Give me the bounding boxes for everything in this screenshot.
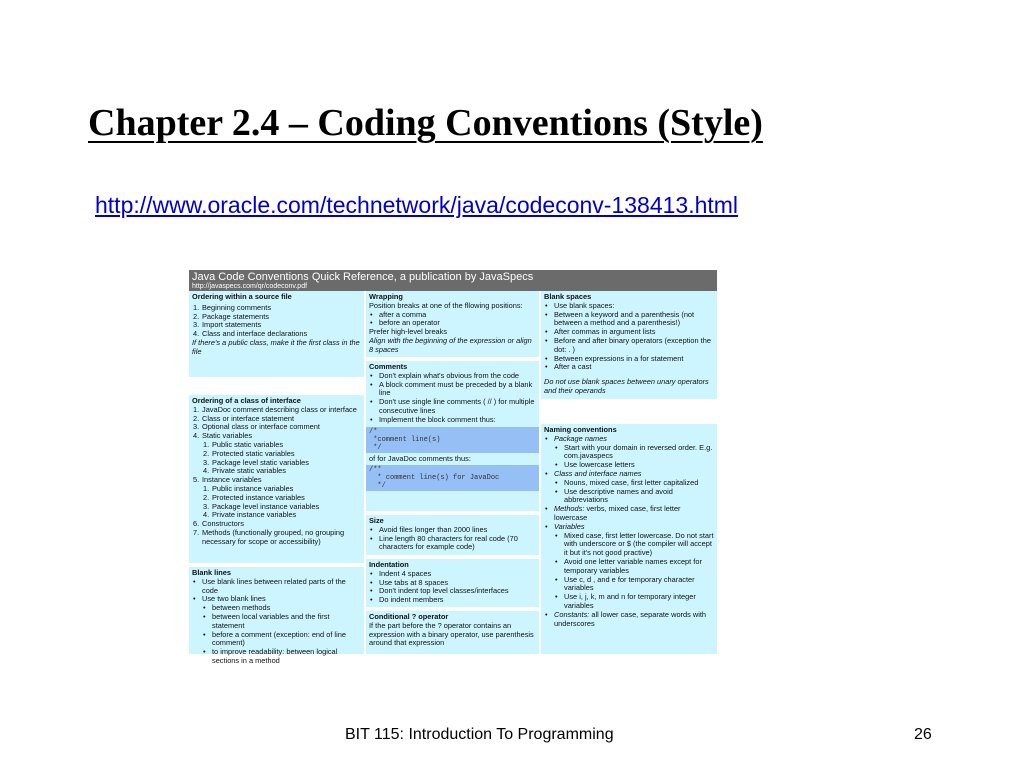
list-item: • Indent 4 spaces [370,568,432,578]
list-item: • Nouns, mixed case, first letter capitalized [555,477,699,487]
list-item: • A block comment must be preceded by a blank line [370,379,533,398]
list-item: 3. Import statements [193,320,262,330]
list-item: 7. Methods (functionally grouped, no grouping necessary for scope or accessibility) [193,527,345,546]
list-item: • Implement the block comment thus: [370,414,496,424]
reference-header [189,270,717,291]
list-item: • Avoid files longer than 2000 lines [370,524,488,534]
section-title: Naming conventions [544,425,617,434]
list-item: 2. Protected static variables [203,448,295,458]
list-item: 3. Package level instance variables [203,501,320,511]
section-title: Comments [369,362,408,371]
list-item: • Avoid one letter variable names except for temporary variables [555,556,702,575]
section-title: Ordering within a source file [192,292,292,301]
list-item: • Use tabs at 8 spaces [370,577,449,587]
list-item: • Package names [545,433,607,443]
list-item: • Don't indent top level classes/interfaces [370,586,509,596]
list-item: • Constants: all lower case, separate words with underscores [545,609,707,628]
list-item: 2. Package statements [193,311,269,321]
list-item: 1. Beginning comments [193,302,272,312]
list-item: 4. Static variables [193,431,253,441]
list-item: • Methods: verbs, mixed case, first letter lowercase [545,504,681,522]
list-item: 5. Instance variables [193,475,262,485]
section-title: Blank spaces [544,292,592,301]
section-note: If there's a public class, make it the first class in the file [192,337,360,356]
list-item: • Use i, j, k, m and n for temporary integer variables [555,592,696,610]
slide-number: 26 [914,726,932,743]
naming-section [541,424,717,654]
section-title: Wrapping [369,292,403,301]
reference-title: Java Code Conventions Quick Reference, a publication by JavaSpecs [192,271,534,283]
list-item: 1. Public instance variables [203,483,294,493]
list-item: • Start with your domain in reversed order. E.g. com.javaspecs [555,442,713,461]
list-item: • Don't use single line comments ( // ) for multiple consecutive lines [370,397,535,415]
list-item: • Use c, d , and e for temporary character variables [555,574,695,593]
section-title: Ordering of a class of interface [192,396,301,405]
list-item: 1. Public static variables [203,439,284,449]
list-item: • Line length 80 characters for real code (70 characters for example code) [370,533,518,552]
list-item: • between methods [203,603,271,613]
blank-spaces-note: Do not use blank spaces between unary operators and their operands [544,377,709,395]
list-item: 4. Class and interface declarations [193,329,308,339]
wrapping-intro: Position breaks at one of the fllowing positions: [369,300,523,310]
reference-column-3 [541,291,717,654]
blank-lines-section [189,567,364,665]
list-item: • between local variables and the first statement [203,611,330,630]
wrapping-after: Prefer high-level breaks [369,327,448,337]
slide-footer: BIT 115: Introduction To Programming [345,726,614,743]
list-item: 3. Optional class or interface comment [193,422,320,432]
list-item: 1. JavaDoc comment describing class or interface [193,404,357,414]
reference-url: http://javaspecs.com/qr/codeconv.pdf [192,283,308,290]
list-item: • to improve readability: between logical sections in a method [203,647,338,665]
list-item: 2. Protected instance variables [203,492,305,502]
ordering-class-section [189,395,364,563]
wrapping-note: Align with the beginning of the expression or align 8 spaces [369,335,532,354]
conditional-text: If the part before the ? operator contains an expression with a binary operator, use parenthesis around that expression [369,620,534,648]
section-title: Size [369,516,384,525]
ordering-source-section [189,291,364,377]
list-item: 6. Constructors [193,519,244,529]
list-item: • after a comma [370,309,427,319]
list-item: • Use blank lines between related parts of the code [193,576,346,595]
list-item: 4. Private static variables [203,466,286,476]
list-item: • Use lowercase letters [555,460,635,470]
comments-mid: of for JavaDoc comments thus: [369,453,471,463]
list-item: • before a comment (exception: end of line comment) [203,629,346,648]
section-title: Indentation [369,560,409,569]
list-item: 3. Package level static variables [203,457,309,467]
conditional-section [366,611,539,654]
list-item: • Use two blank lines [193,594,266,604]
list-item: • Before and after binary operators (exception the dot: . ) [545,335,711,354]
list-item: • Use descriptive names and avoid abbreviations [555,486,673,505]
blank-spaces-section [541,291,717,399]
code-block: /** * comment line(s) for JavaDoc */ [366,465,539,491]
reference-column-1 [189,291,364,665]
list-item: • Between a keyword and a parenthesis (not between a method and a parenthesis!) [545,309,695,328]
list-item: • Variables [545,521,585,531]
reference-column-2 [366,291,539,654]
list-item: • Use blank spaces: [545,300,615,310]
comments-section [366,361,539,511]
section-title: Conditional ? operator [369,612,449,621]
list-item: • Class and interface names [545,468,642,478]
list-item: • Don't explain what's obvious from the code [370,370,520,380]
list-item: • Do indent members [370,595,444,605]
list-item: 2. Class or interface statement [193,413,295,423]
list-item: • Mixed case, first letter lowercase. Do not start with underscore or $ (the compiler will accept it but it's not good practive) [555,530,714,558]
slide-title: Chapter 2.4 – Coding Conventions (Style) [88,102,763,144]
quick-reference-image [189,270,717,665]
list-item: • Between expressions in a for statement [545,353,684,363]
list-item: • before an operator [370,318,440,328]
list-item: • After commas in argument lists [545,327,656,337]
size-section [366,515,539,555]
indentation-section [366,559,539,607]
oracle-link[interactable]: http://www.oracle.com/technetwork/java/codeconv-138413.html [95,192,739,218]
list-item: • After a cast [545,362,592,372]
wrapping-section [366,291,539,357]
list-item: 4. Private instance variables [203,510,297,520]
section-title: Blank lines [192,568,232,577]
code-block: /* *comment line(s) */ [366,427,539,453]
